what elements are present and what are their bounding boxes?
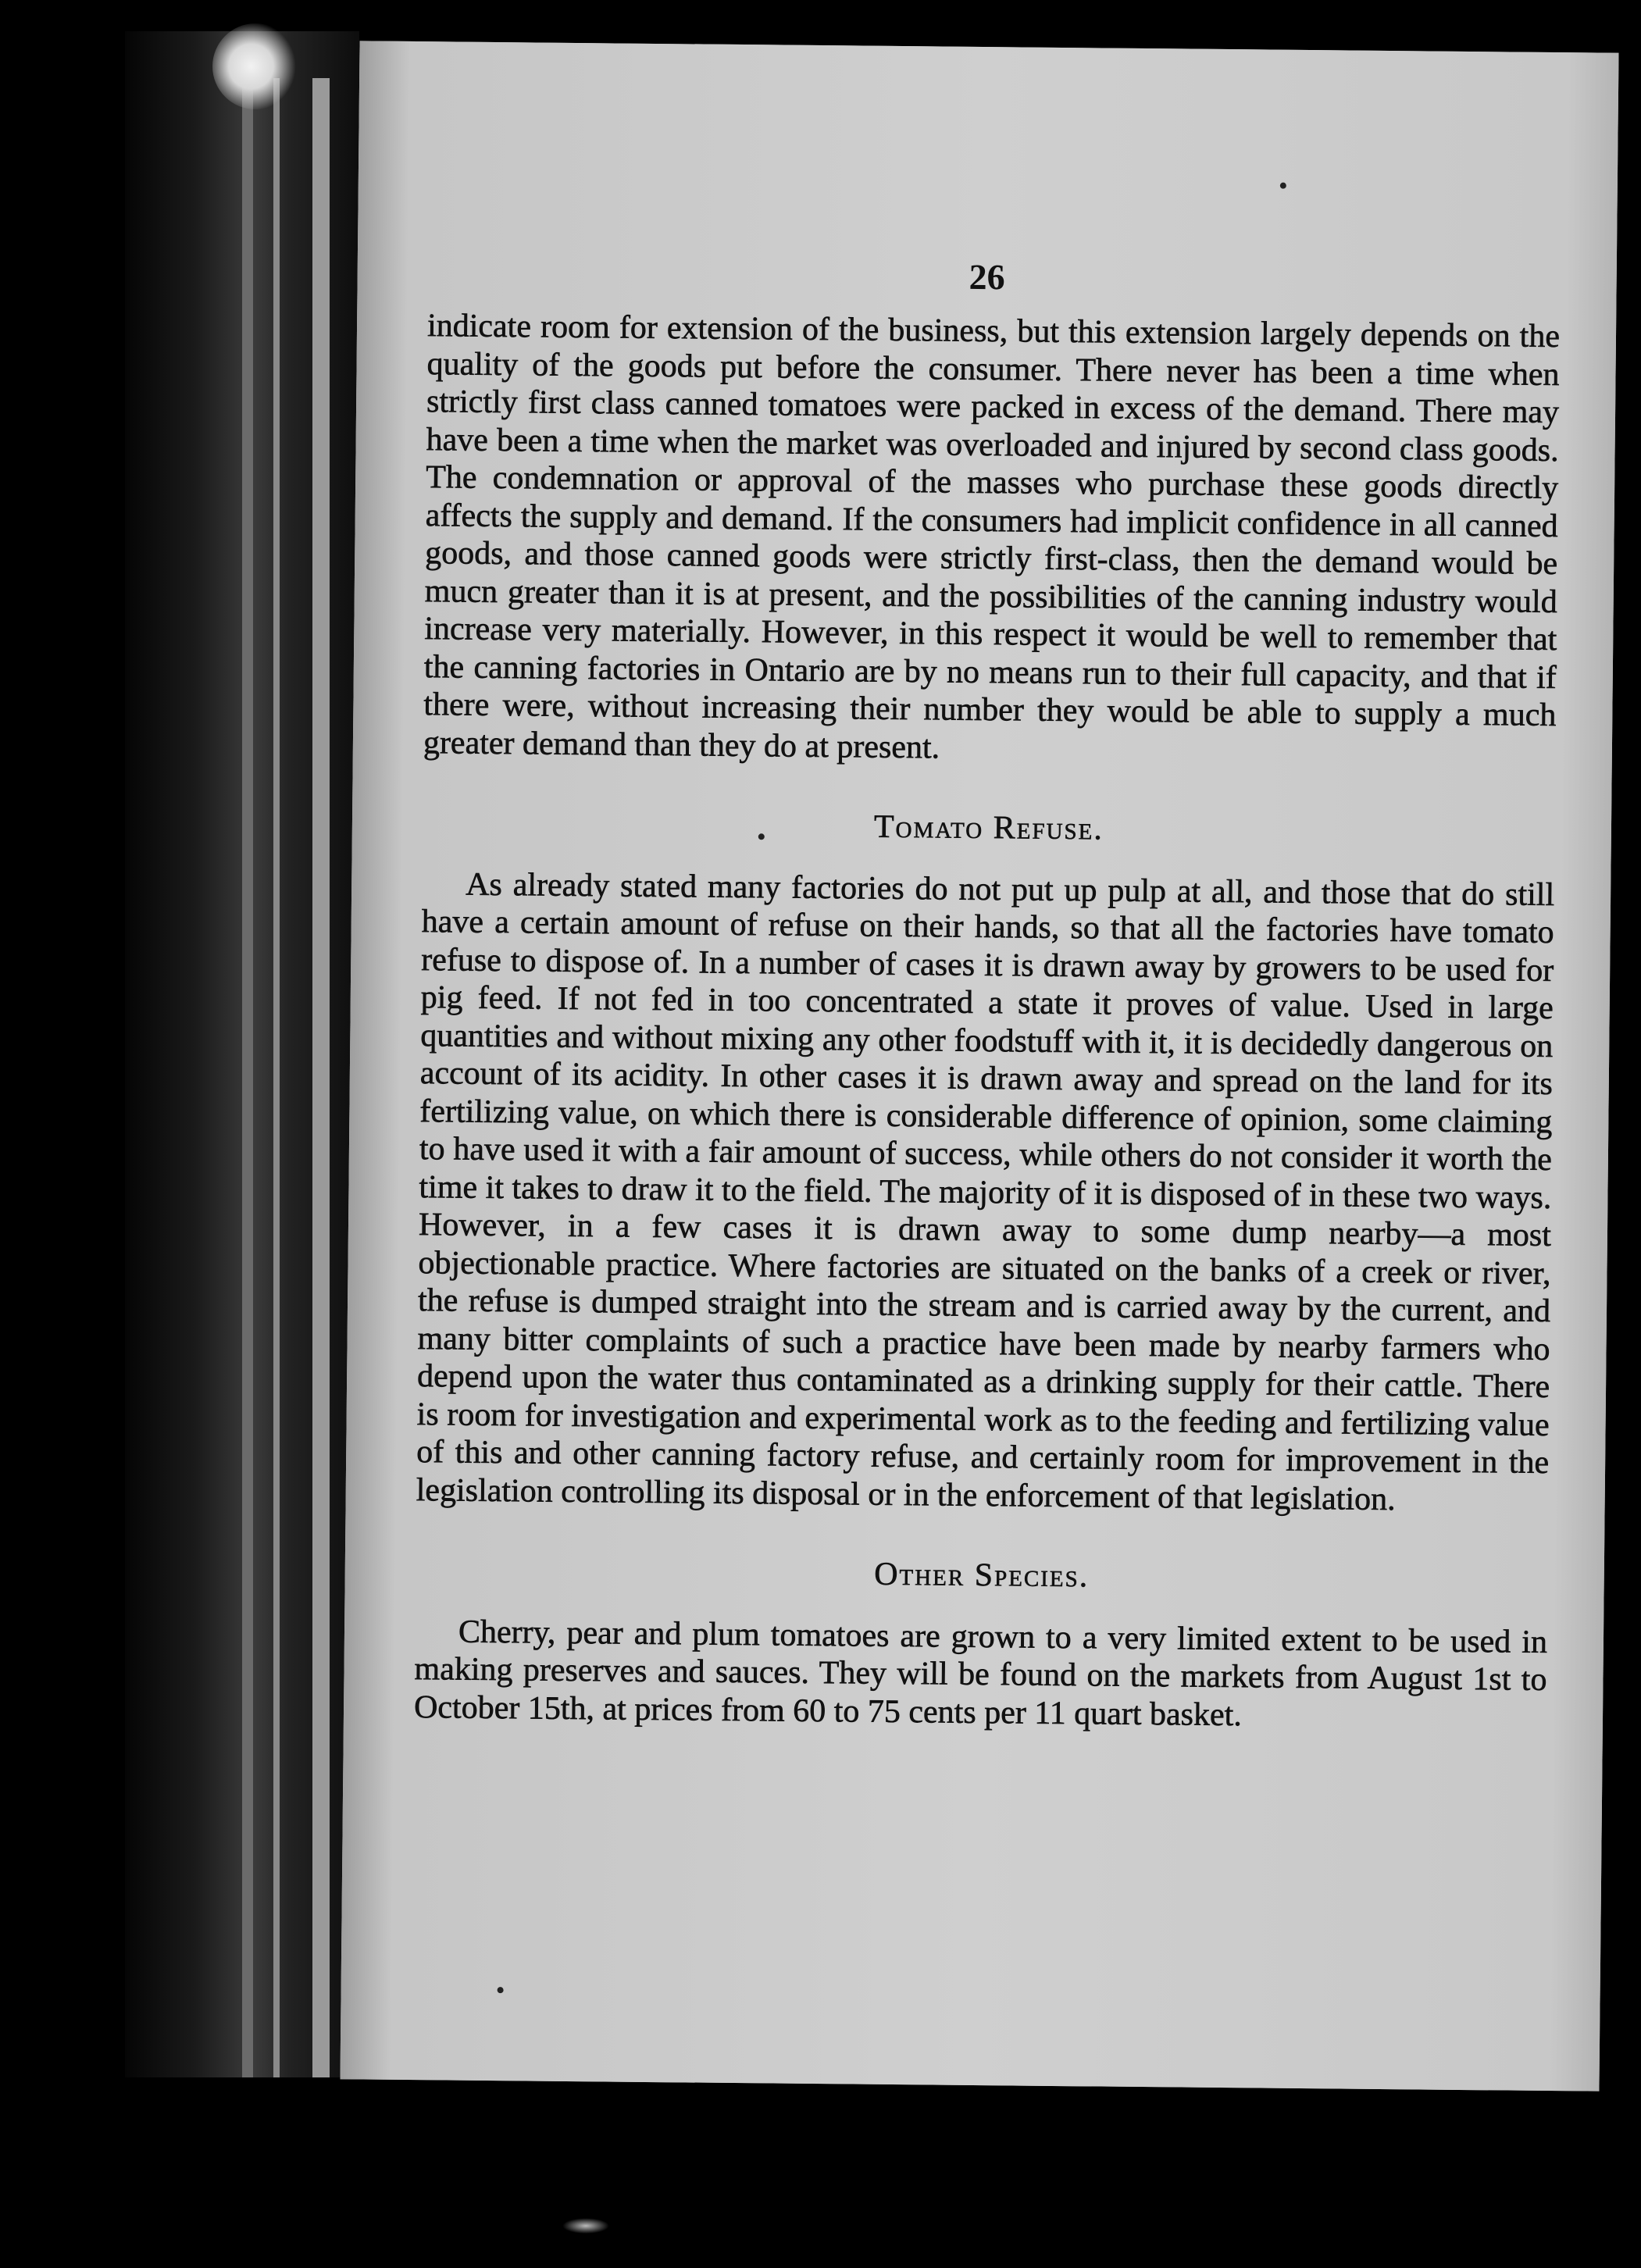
page-text <box>414 198 1561 1737</box>
spine-edge-line <box>273 78 280 2077</box>
paragraph-tomato-refuse: As already stated many factories do not put up pulp at all, and those that do still have a certain amount of refuse on their hands, so that all the factories have tomato refuse to dispose of. In a number of cases it is drawn away by growers to be used for pig feed. If not fed in too concentrated a state it proves of value. Used in large quantities and without mixing any other foodstuff with it, it is decidedly dangerous on account of its acidity. In other cases it is drawn away and spread on the land for its fertilizing value, on which there is considerable difference of opinion, some claiming to have used it with a fair amount of success, while others do not consider it worth the time it takes to draw it to the field. The majority of it is disposed of in these two ways. However, in a few cases it is drawn away to some dump nearby—a most objectionable practice. Where factories are situated on the banks of a creek or river, the refuse is dumped straight into the stream and is carried away by the current, and many bitter complaints of such a practice have been made by nearby farmers who depend upon the water thus contaminated as a drinking supply for their cattle. There is room for investigation and experimental work as to the feeding and fertilizing value of this and other canning factory refuse, and certainly room for improvement in the legislation controlling its disposal or in the enforcement of that legislation. <box>416 866 1555 1517</box>
heading-tomato-refuse: Tomato Refuse. <box>873 808 1104 847</box>
speck-mark <box>758 833 765 840</box>
spine-edge-line <box>312 78 330 2077</box>
book-spine <box>125 31 359 2077</box>
heading-other-species: Other Species. <box>873 1556 1090 1595</box>
page-number: 26 <box>969 256 1005 298</box>
corner-smudge <box>212 23 298 109</box>
spine-edge-line <box>242 78 253 2077</box>
paragraph-other-species: Cherry, pear and plum tomatoes are grown to a very limited extent to be used in making preserves and sauces. They will be found on the markets from August 1st to October 15th, at prices from 60 to 75 cents per 11 quart basket. <box>413 1614 1548 1733</box>
bottom-smudge <box>562 2218 609 2234</box>
paragraph-market-extension: indicate room for extension of the business, but this extension largely depends on the quality of the goods put before the consumer. There never has been a time when strictly first class canned tomatoes were packed in excess of the demand. There may have been a time when the market was overloaded and injured by second class goods. The condemnation or approval of the masses who purchase these goods directly affects the supply and demand. If the consumers had implicit confidence in all canned goods, and those canned goods were strictly first-class, then the demand would be mucn greater than it is at present, and the possibilities of the canning industry would increase very materially. However, in this respect it would be well to remember that the canning factories in Ontario are by no means run to their full capacity, and that if there were, without increasing their number they would be able to supply a much greater demand than they do at present. <box>423 308 1561 765</box>
book-page <box>341 41 1619 2091</box>
speck-mark <box>1280 183 1286 189</box>
speck-mark <box>498 1987 504 1993</box>
